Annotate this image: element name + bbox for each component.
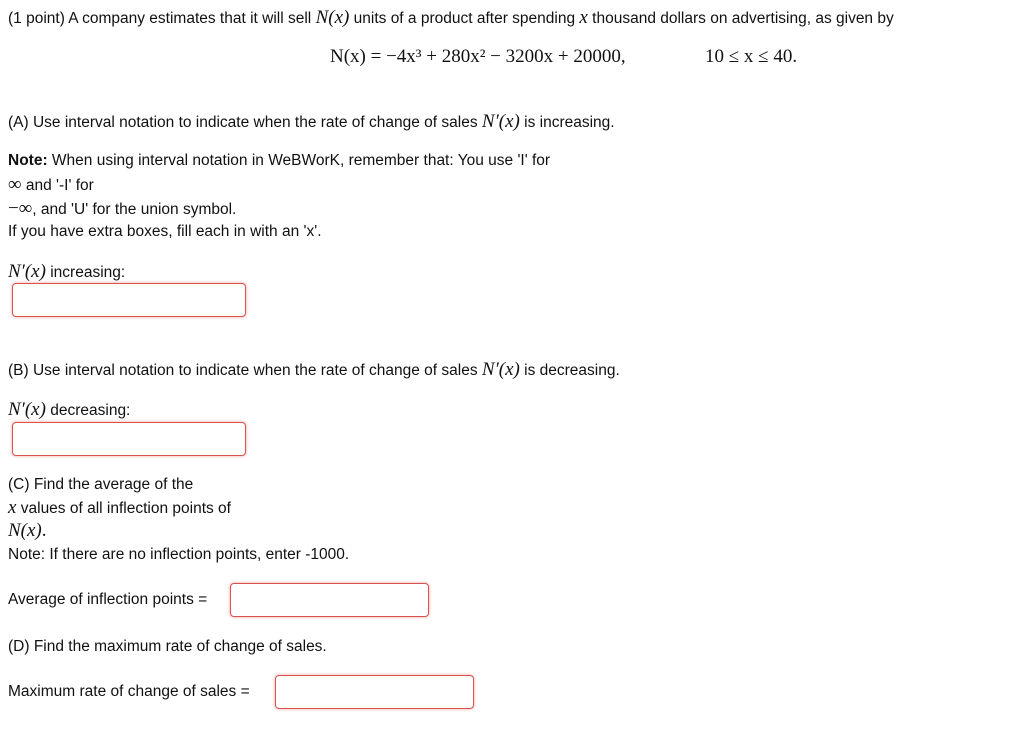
note-text-1: When using interval notation in WeBWorK, remember that: You use 'I' for xyxy=(51,152,551,169)
part-c-line-1: (C) Find the average of the xyxy=(8,476,194,493)
part-d-answer-input[interactable] xyxy=(275,675,474,709)
note-line-2 xyxy=(8,175,94,196)
negative-infinity-symbol: −∞ xyxy=(8,198,33,219)
part-c-variable: x xyxy=(8,497,17,518)
note-text-2: and '-I' for xyxy=(25,177,94,194)
intro-prefix: (1 point) A company estimates that it will sell xyxy=(8,10,312,27)
part-c-answer-label: Average of inflection points = xyxy=(8,591,208,608)
part-d-answer-label: Maximum rate of change of sales = xyxy=(8,683,250,700)
part-b-answer-label xyxy=(8,400,130,421)
part-a-question-function: N′(x) xyxy=(481,111,520,132)
equation: N(x) = −4x³ + 280x² − 3200x + 20000, xyxy=(330,46,626,67)
intro-suffix: thousand dollars on advertising, as given by xyxy=(592,10,894,27)
part-b-question-prefix: (B) Use interval notation to indicate when the rate of change of sales xyxy=(8,362,478,379)
part-c-answer-input[interactable] xyxy=(230,583,429,617)
part-c-period: . xyxy=(41,520,47,541)
part-c-function: N(x) xyxy=(8,520,42,541)
intro-variable: x xyxy=(579,7,588,28)
note-text-3: , and 'U' for the union symbol. xyxy=(32,201,237,218)
part-b-question-function: N′(x) xyxy=(481,359,520,380)
part-a-question-suffix: is increasing. xyxy=(524,114,615,131)
part-a-answer-function: N′(x) xyxy=(8,261,46,282)
equation-domain: 10 ≤ x ≤ 40. xyxy=(705,46,798,67)
part-c-text-2: values of all inflection points of xyxy=(20,500,231,517)
part-c-line-3 xyxy=(8,521,47,542)
part-a-question-prefix: (A) Use interval notation to indicate when the rate of change of sales xyxy=(8,114,478,131)
part-a-answer-label xyxy=(8,262,125,283)
part-b-answer-text: decreasing: xyxy=(50,402,131,419)
part-b-answer-function: N′(x) xyxy=(8,399,46,420)
infinity-symbol: ∞ xyxy=(8,174,22,195)
problem-intro xyxy=(8,8,894,29)
intro-function: N(x) xyxy=(315,7,350,28)
part-b-answer-input[interactable] xyxy=(12,422,246,456)
note-line-3 xyxy=(8,199,236,220)
note-line-4: If you have extra boxes, fill each in with an 'x'. xyxy=(8,223,322,240)
part-b-question xyxy=(8,360,620,381)
part-c-line-2 xyxy=(8,498,231,519)
part-b-question-suffix: is decreasing. xyxy=(524,362,620,379)
part-d-question: (D) Find the maximum rate of change of sales. xyxy=(8,638,327,655)
intro-mid: units of a product after spending xyxy=(353,10,576,27)
part-a-answer-text: increasing: xyxy=(50,264,126,281)
note-line-1 xyxy=(8,151,550,171)
note-label: Note: xyxy=(8,152,48,169)
part-a-question xyxy=(8,112,615,133)
part-a-answer-input[interactable] xyxy=(12,283,246,317)
part-c-note: Note: If there are no inflection points, enter -1000. xyxy=(8,546,350,563)
